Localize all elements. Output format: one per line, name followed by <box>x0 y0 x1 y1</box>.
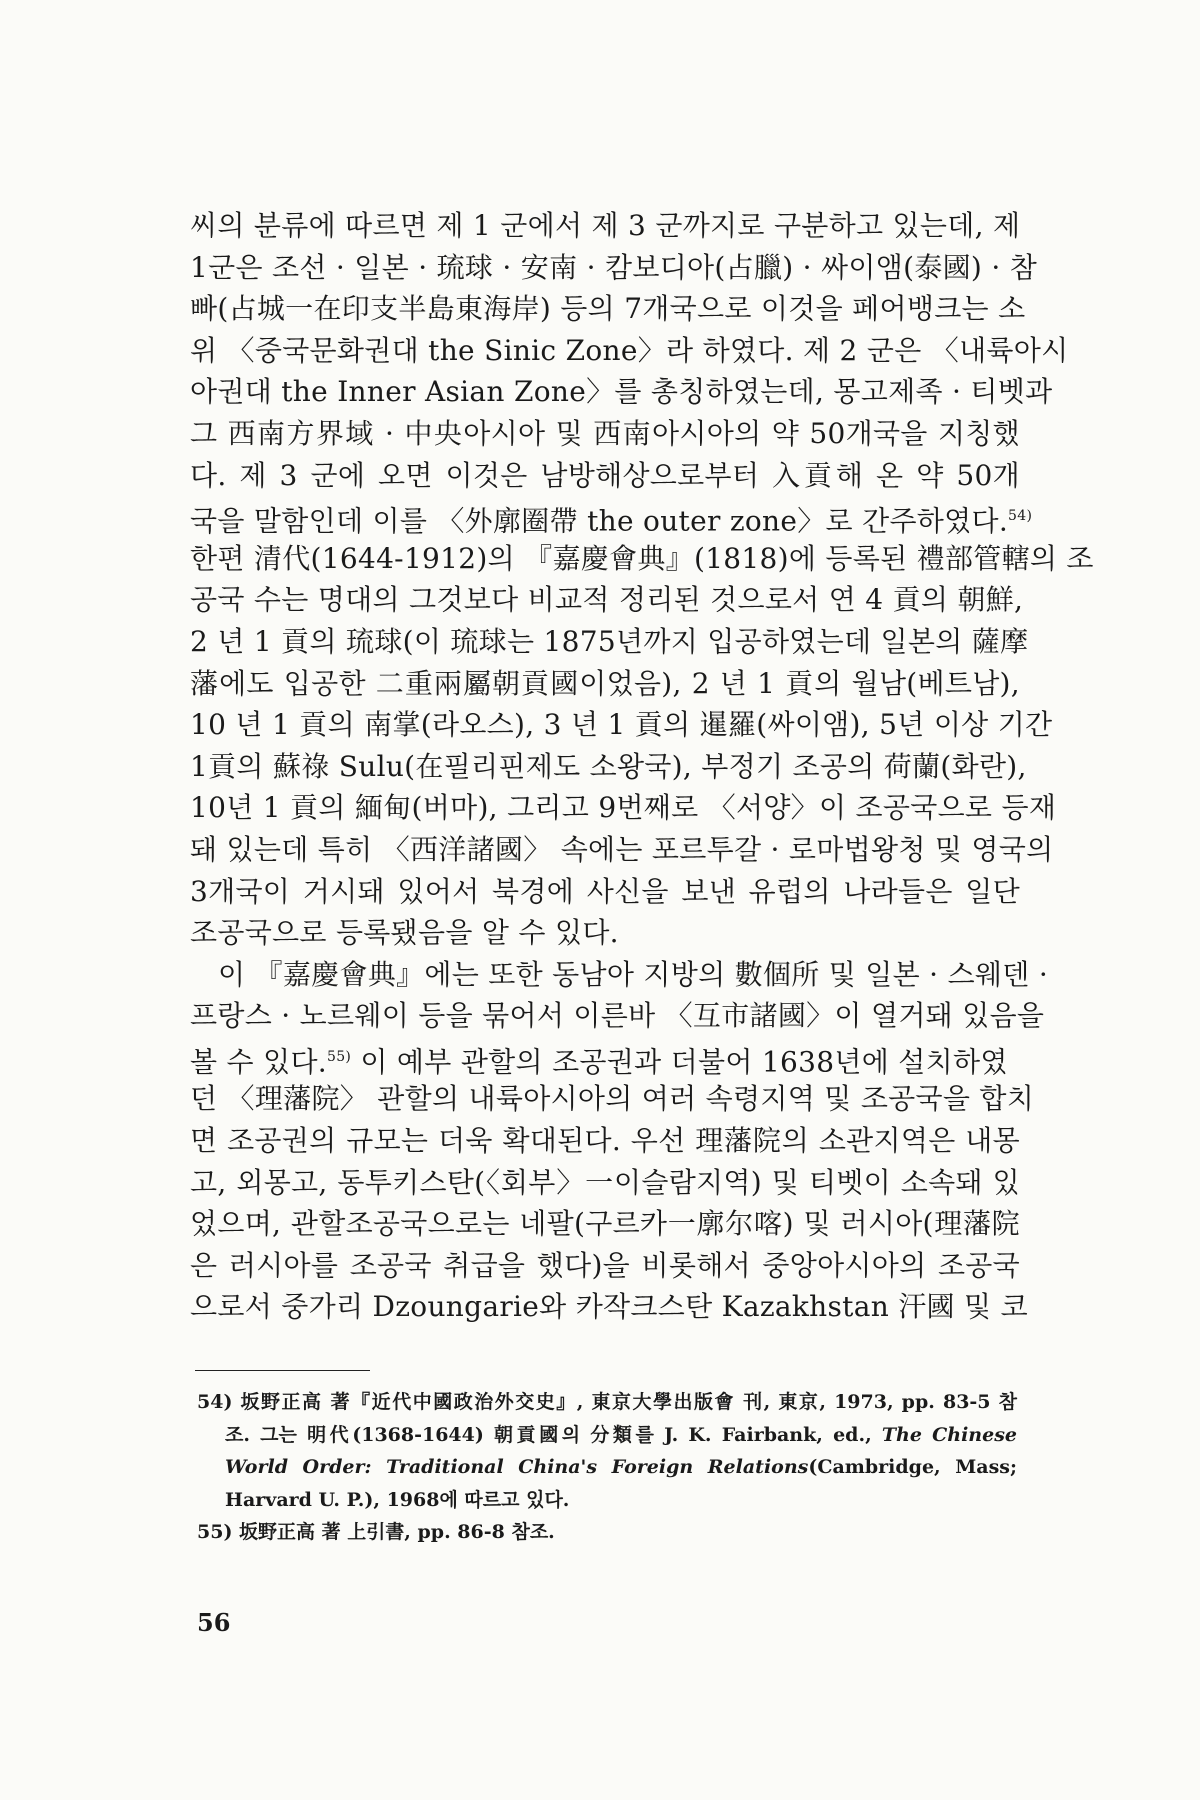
text-line: 3개국이 거시돼 있어서 북경에 사신을 보낸 유럽의 나라들은 일단 <box>190 874 1020 908</box>
text-line: 공국 수는 명대의 그것보다 비교적 정리된 것으로서 연 4 貢의 朝鮮, <box>190 583 1024 617</box>
text-line-content: 국을 말함인데 이를 〈外廓圈帶 the outer zone〉로 간주하였다. <box>190 504 1009 538</box>
text-line: 위 〈중국문화권대 the Sinic Zone〉라 하였다. 제 2 군은 〈내륙아시 <box>190 333 1069 367</box>
footnote-ref: 54) <box>1008 508 1033 525</box>
text-line: 프랑스 · 노르웨이 등을 묶어서 이른바 〈互市諸國〉이 열거돼 있음을 <box>190 999 1045 1033</box>
footnote-54-line: 54) 坂野正高 著『近代中國政治外交史』, 東京大學出版會 刊, 東京, 1973, pp. 83-5 참 <box>197 1391 1017 1413</box>
footnote-54-line <box>197 1451 1017 1484</box>
text-line: 10 년 1 貢의 南掌(라오스), 3 년 1 貢의 暹羅(싸이앰), 5년 이상 기간 <box>190 708 1053 742</box>
text-line: 아권대 the Inner Asian Zone〉를 총칭하였는데, 몽고제족 · 티벳과 <box>190 375 1053 409</box>
text-line: 1貢의 蘇祿 Sulu(在필리핀제도 소왕국), 부정기 조공의 荷蘭(화란), <box>190 749 1027 783</box>
text-line: 다. 제 3 군에 오면 이것은 남방해상으로부터 入貢해 온 약 50개 <box>190 458 1020 492</box>
book-title: World Order: Traditional China's Foreign Relations <box>225 1456 809 1478</box>
text-line: 그 西南方界域 · 中央아시아 및 西南아시아의 약 50개국을 지칭했 <box>190 416 1020 450</box>
text-line: 으로서 중가리 Dzoungarie와 카작크스탄 Kazakhstan 汗國 및 코 <box>190 1290 1028 1324</box>
text-line: 고, 외몽고, 동투키스탄(〈회부〉一이슬람지역) 및 티벳이 소속돼 있 <box>190 1165 1020 1199</box>
text-line: 빠(占城一在印支半島東海岸) 등의 7개국으로 이것을 페어뱅크는 소 <box>190 292 1026 326</box>
text-line: 조공국으로 등록됐음을 알 수 있다. <box>190 916 619 950</box>
text-line: 한편 清代(1644-1912)의 『嘉慶會典』(1818)에 등록된 禮部管轄의 조 <box>190 541 1094 575</box>
text-line: 면 조공권의 규모는 더욱 확대된다. 우선 理藩院의 소관지역은 내몽 <box>190 1124 1020 1158</box>
text-line: 2 년 1 貢의 琉球(이 琉球는 1875년까지 입공하였는데 일본의 薩摩 <box>190 624 1029 658</box>
footnotes <box>197 1386 1017 1549</box>
footnote-54-line: Harvard U. P.), 1968에 따르고 있다. <box>225 1488 570 1511</box>
body-text <box>190 205 1094 1328</box>
footnote-ref: 55) <box>327 1048 352 1065</box>
text-line: 1군은 조선 · 일본 · 琉球 · 安南 · 캄보디아(占臘) · 싸이앰(泰國) · 참 <box>190 250 1038 284</box>
page-number: 56 <box>197 1608 231 1637</box>
footnote-text: 조. 그는 明代(1368-1644) 朝貢國의 分類를 J. K. Fairbank, ed., <box>225 1423 872 1446</box>
text-line: 씨의 분류에 따르면 제 1 군에서 제 3 군까지로 구분하고 있는데, 제 <box>190 209 1021 242</box>
text-line-content: 이 예부 관할의 조공권과 더불어 1638년에 설치하였 <box>351 1045 1008 1079</box>
footnote-text: (Cambridge, Mass; <box>808 1456 1018 1478</box>
text-line: 돼 있는데 특히 〈西洋諸國〉 속에는 포르투갈 · 로마법왕청 및 영국의 <box>190 832 1054 866</box>
footnote-divider <box>195 1370 370 1371</box>
text-line <box>190 496 1033 538</box>
book-title: The Chinese <box>881 1423 1017 1446</box>
footnote-55: 55) 坂野正高 著 上引書, pp. 86-8 참조. <box>197 1521 555 1543</box>
text-line: 이 『嘉慶會典』에는 또한 동남아 지방의 數個所 및 일본 · 스웨덴 · <box>218 957 1049 991</box>
text-line <box>190 1037 1020 1079</box>
text-line: 10년 1 貢의 緬甸(버마), 그리고 9번째로 〈서양〉이 조공국으로 등재 <box>190 791 1057 825</box>
text-line: 던 〈理藩院〉 관할의 내륙아시아의 여러 속령지역 및 조공국을 합치 <box>190 1082 1035 1116</box>
text-line: 은 러시아를 조공국 취급을 했다)을 비롯해서 중앙아시아의 조공국 <box>190 1248 1020 1282</box>
footnote-54-line <box>197 1419 1017 1452</box>
text-line-content: 볼 수 있다. <box>190 1045 327 1079</box>
text-line: 藩에도 입공한 二重兩屬朝貢國이었음), 2 년 1 貢의 월남(베트남), <box>190 666 1020 700</box>
text-line: 었으며, 관할조공국으로는 네팔(구르카一廓尔喀) 및 러시아(理藩院 <box>190 1207 1020 1241</box>
